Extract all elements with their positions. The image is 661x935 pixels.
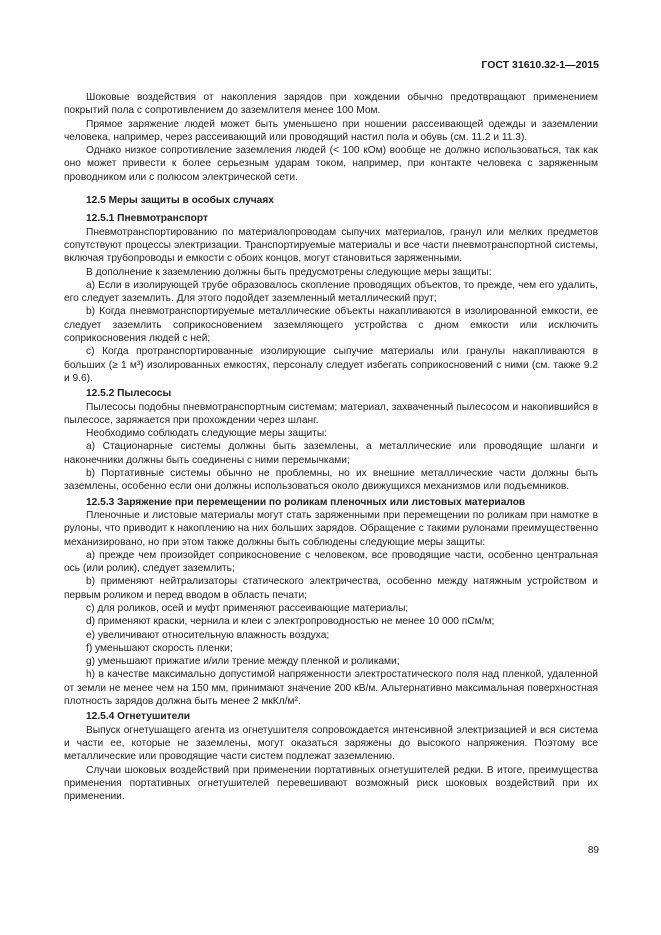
list-item: b) применяют нейтрализаторы статического электричества, особенно между натяжным устройством и первым роликом и перед вводом в область печати; — [64, 576, 598, 601]
paragraph: Пневмотранспортированию по материалопроводам сыпучих материалов, гранул или мелких предметов сопутствуют процессы электризации. Транспортируемые материалы и все части пневмотранспортной системы, включая трубопроводы и емкости с обоих концов, могут становиться заряженными. — [64, 226, 598, 265]
paragraph: Прямое заряжение людей может быть уменьшено при ношении рассеивающей одежды и заземлении человека, например, через рассеивающий или проводящий настил пола и обувь (см. 11.2 и 11.3). — [64, 118, 598, 143]
list-item: c) для роликов, осей и муфт применяют рассеивающие материалы; — [86, 602, 409, 614]
list-item: e) увеличивают относительную влажность воздуха; — [86, 629, 330, 641]
page-number: 89 — [587, 845, 599, 856]
list-item: a) Если в изолирующей трубе образовалось скопление проводящих объектов, то прежде, чем его удалить, его следует заземлить. Для этого подойдет заземленный металлический прут; — [64, 279, 598, 305]
paragraph: Шоковые воздействия от накопления зарядов при хождении обычно предотвращают применением покрытий пола с сопротивлением до заземлителя менее 100 Мом. — [64, 92, 598, 117]
list-item: a) прежде чем произойдет соприкосновение с человеком, все проводящие части, особенно центральная ось (или ролик), следует заземлить; — [64, 549, 598, 575]
list-item: c) Когда протранспортированные изолирующие сыпучие материалы или гранулы накапливаются в больших (≥ 1 м³) изолированных емкостях, персоналу следует избегать соприкосновений с ними (см. также 9.2 и 9.6). — [64, 346, 598, 384]
paragraph: Случаи шоковых воздействий при применении портативных огнетушителей редки. В итоге, преимущества применения портативных огнетушителей перевешивают возможный риск шоковых воздействий при их применении. — [64, 764, 598, 803]
list-item: b) Портативные системы обычно не проблемны, но их внешние металлические части должны быть заземлены, особенно если они должны использоваться около движущихся механизмов или подъемников. — [64, 468, 598, 493]
paragraph: В дополнение к заземлению должны быть предусмотрены следующие меры защиты: — [86, 266, 492, 278]
list-item: a) Стационарные системы должны быть заземлены, а металлические или проводящие шланги и наконечники должны быть соединены с ними перемычками; — [64, 441, 598, 466]
section-heading: 12.5 Меры защиты в особых случаях — [86, 195, 274, 207]
subsection-heading: 12.5.1 Пневмотранспорт — [86, 213, 208, 225]
document-body — [64, 91, 598, 803]
paragraph: Выпуск огнетушащего агента из огнетушителя сопровождается интенсивной электризацией и вся система и части ее, которые не заземлены, могут оказаться заряжены до высокого напряжения. Поэтому все металлические или проводящие части систем подлежат заземлению. — [64, 724, 598, 763]
subsection-heading: 12.5.3 Заряжение при перемещении по роликам пленочных или листовых материалов — [86, 496, 526, 508]
list-item: d) применяют краски, чернила и клеи с электропроводностью не менее 10 000 пСм/м; — [86, 616, 495, 628]
list-item: f) уменьшают скорость пленки; — [86, 642, 233, 654]
list-item: h) в качестве максимально допустимой напряженности электростатического поля над пленкой, удаленной от земли не менее чем на 150 мм, принимают значение 200 кВ/м. Альтернативно максимальная поверхностная плотность зарядов должна быть менее 2 мкКл/м². — [64, 669, 598, 708]
document-header: ГОСТ 31610.32-1—2015 — [481, 59, 599, 71]
paragraph: Пленочные и листовые материалы могут стать заряженными при перемещении по роликам при намотке в рулоны, что приводит к накоплению на них больших зарядов. Обращение с такими рулонами преимущественно механизировано, но при этом также должны быть соблюдены следующие меры защиты: — [64, 509, 598, 548]
subsection-heading: 12.5.4 Огнетушители — [86, 711, 191, 723]
paragraph: Однако низкое сопротивление заземления людей (< 100 кОм) вообще не должно использоваться, так как оно может привести к более серьезным ударам током, например, при контакте человека с заряженным проводником или с полюсом электрической сети. — [64, 145, 598, 183]
list-item: g) уменьшают прижатие и/или трение между пленкой и роликами; — [86, 656, 400, 668]
paragraph: Пылесосы подобны пневмотранспортным системам; материал, захваченный пылесосом и накопившийся в пылесосе, заряжается при прохождении через шланг. — [64, 401, 598, 426]
subsection-heading: 12.5.2 Пылесосы — [86, 388, 172, 400]
paragraph: Необходимо соблюдать следующие меры защиты: — [86, 428, 327, 440]
list-item: b) Когда пневмотранспортируемые металлические объекты накапливаются в изолированной емкости, ее следует заземлить соприкосновением заземляющего устройства с дном емкости или исключить соприкосновения людей с ней; — [64, 306, 598, 345]
